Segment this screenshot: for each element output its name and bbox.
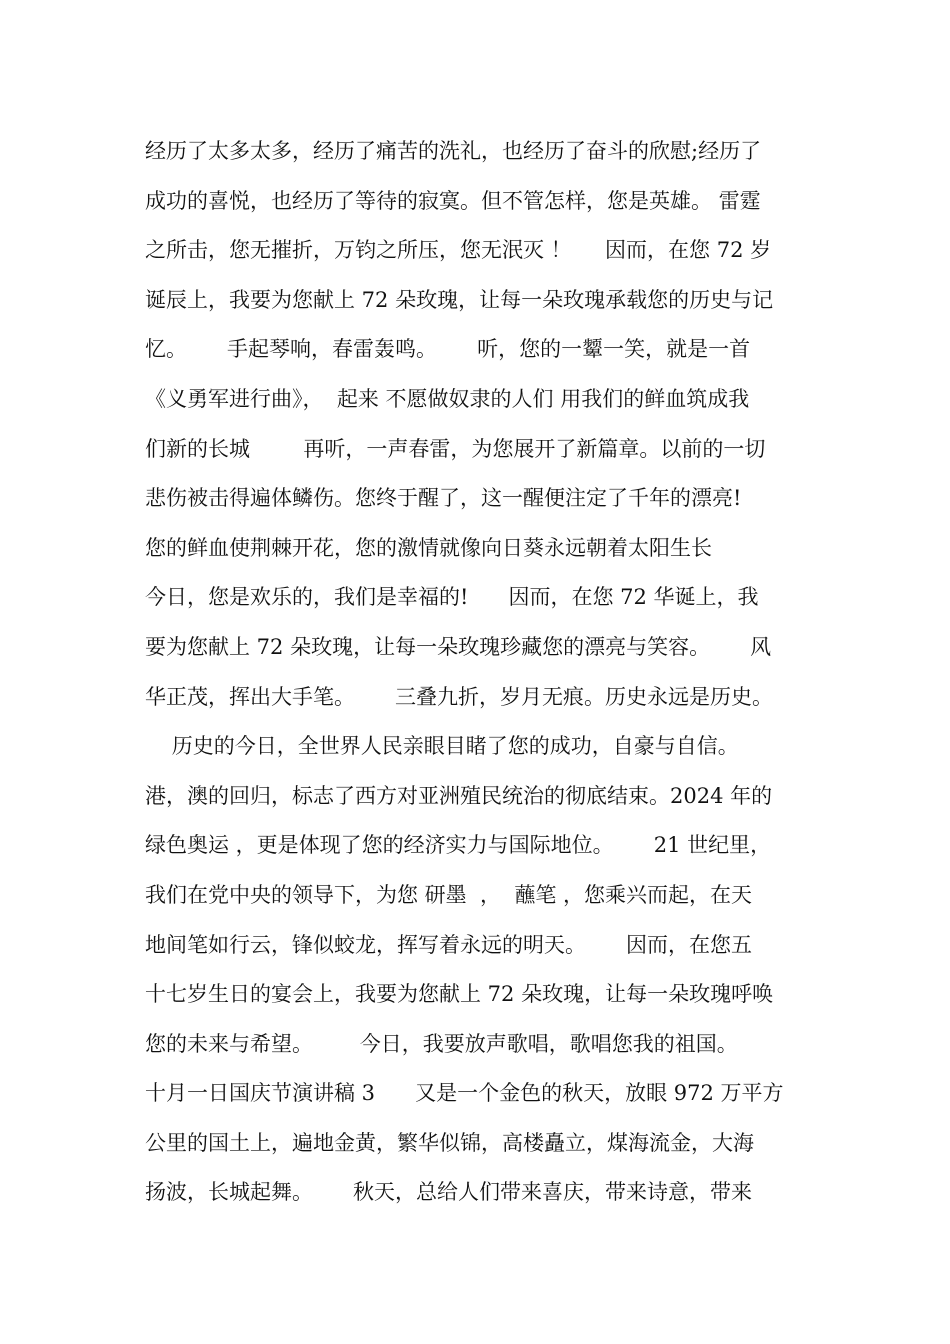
text-line: 们新的长城 再听，一声春雷，为您展开了新篇章。以前的一切 — [145, 436, 766, 461]
body-text — [145, 131, 835, 1222]
text-line: 地间笔如行云，锋似蛟龙，挥写着永远的明天。 因而，在您五 — [145, 932, 753, 957]
text-line: 绿色奥运 ，更是体现了您的经济实力与国际地位。 21 世纪里， — [145, 833, 772, 858]
text-line: 我们在党中央的领导下，为您 研墨 ， 蘸笔 ，您乘兴而起，在天 — [145, 882, 753, 907]
text-line: 诞辰上，我要为您献上 72 朵玫瑰，让每一朵玫瑰承载您的历史与记 — [145, 287, 774, 312]
text-line: 扬波，长城起舞。 秋天，总给人们带来喜庆，带来诗意，带来 — [145, 1180, 753, 1205]
text-line: 华正茂，挥出大手笔。 三叠九折，岁月无痕。历史永远是历史。 — [145, 684, 774, 709]
text-line: 公里的国土上，遍地金黄，繁华似锦，高楼矗立，煤海流金，大海 — [145, 1130, 754, 1155]
text-line: 历史的今日，全世界人民亲眼目睹了您的成功，自豪与自信。 — [145, 734, 739, 759]
text-line: 您的鲜血使荆棘开花，您的激情就像向日葵永远朝着太阳生长 — [145, 535, 712, 560]
text-line: 十月一日国庆节演讲稿 3 又是一个金色的秋天，放眼 972 万平方 — [145, 1081, 784, 1106]
text-line: 经历了太多太多，经历了痛苦的洗礼，也经历了奋斗的欣慰;经历了 — [145, 139, 762, 163]
text-line: 您的未来与希望。 今日，我要放声歌唱，歌唱您我的祖国。 — [145, 1031, 738, 1056]
text-line: 十七岁生日的宴会上，我要为您献上 72 朵玫瑰，让每一朵玫瑰呼唤 — [145, 982, 774, 1007]
text-line: 悲伤被击得遍体鳞伤。您终于醒了，这一醒便注定了千年的漂亮! — [145, 486, 742, 511]
text-line: 忆。 手起琴响，春雷轰鸣。 听，您的一颦一笑，就是一首 — [145, 337, 751, 362]
text-line: 今日，您是欢乐的，我们是幸福的! 因而，在您 72 华诞上，我 — [145, 585, 759, 610]
text-line: 成功的喜悦，也经历了等待的寂寞。但不管怎样，您是英雄。 雷霆 — [145, 188, 761, 213]
text-line: 要为您献上 72 朵玫瑰，让每一朵玫瑰珍藏您的漂亮与笑容。 风 — [145, 634, 772, 659]
text-line: 之所击，您无摧折，万钧之所压，您无泯灭 ！ 因而，在您 72 岁 — [145, 238, 772, 263]
text-line: 港，澳的回归，标志了西方对亚洲殖民统治的彻底结束。2024 年的 — [145, 783, 773, 808]
text-line: 《义勇军进行曲》， 起来 不愿做奴隶的人们 用我们的鲜血筑成我 — [145, 386, 750, 411]
